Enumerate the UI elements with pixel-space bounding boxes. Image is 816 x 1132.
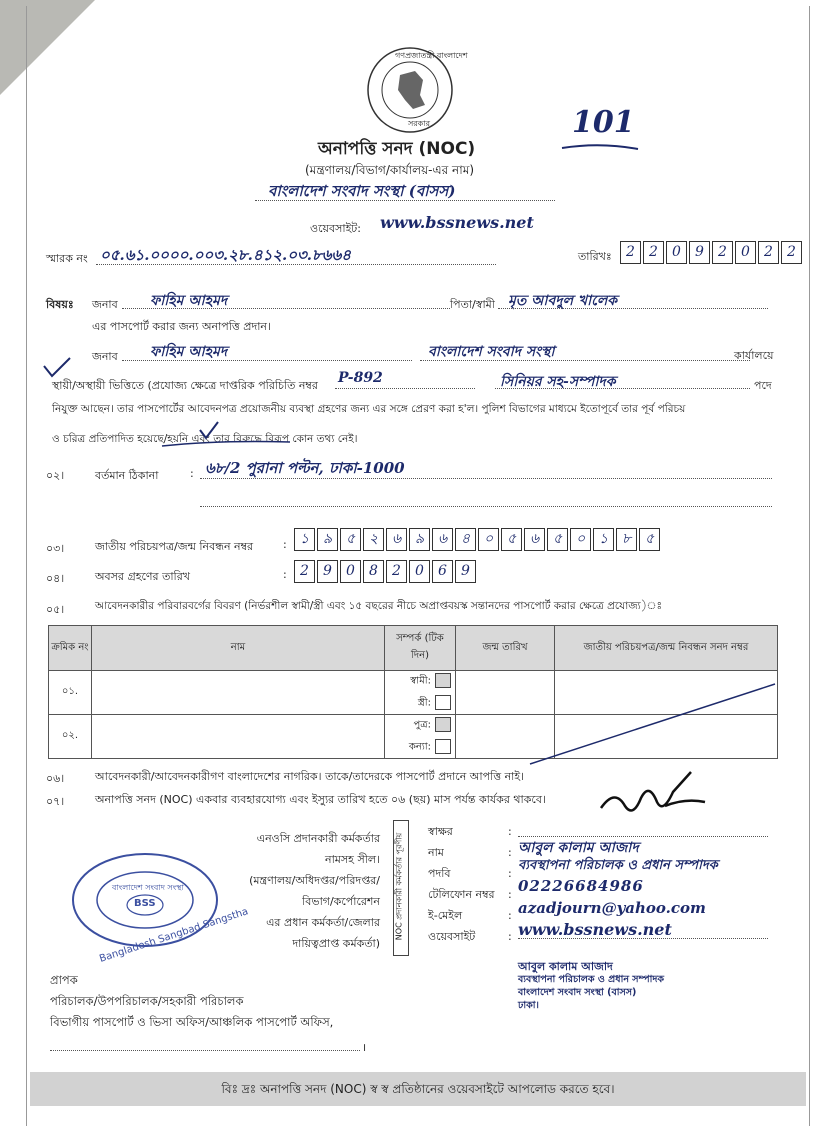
nid-digit: ৮ — [616, 528, 637, 551]
date-digit: 0 — [735, 241, 756, 264]
father-value: মৃত আবদুল খালেক — [508, 293, 618, 309]
issuer-label-designation: পদবি — [428, 867, 451, 880]
ref-label: স্মারক নং — [46, 252, 88, 265]
issuer-left-line: এর প্রধান কর্মকর্তা/জেলার — [266, 916, 380, 929]
col-serial: ক্রমিক নং — [49, 626, 92, 671]
bss-seal-mid: বাংলাদেশ সংবাদ সংস্থা — [112, 883, 184, 892]
office-suffix: কার্যালয়ে — [734, 349, 774, 362]
retire-digit: 2 — [294, 560, 315, 583]
retire-digit: 2 — [386, 560, 407, 583]
issuer-left-line: নামসহ সীল। — [325, 853, 380, 866]
item-number: ০৫। — [46, 603, 65, 616]
family-label: আবেদনকারীর পরিবারবর্গের বিবরণ (নির্ভরশীল স্বামী/স্ত্রী এবং ১৫ বছরের নীচে অপ্রাপ্তবয়স্ক সন্তানদের পাসপোর্ট করার ক্ষেত্রে প্রযোজ্য)ঃ — [95, 600, 663, 612]
item-number: ০৭। — [46, 795, 65, 808]
recipient-line2: বিভাগীয় পাসপোর্ট ও ভিসা অফিস/আঞ্চলিক পাসপোর্ট অফিস, — [50, 1015, 334, 1029]
bss-seal-text: Bangladesh Sangbad Sangstha — [98, 906, 250, 965]
item-number: ০৩। — [46, 542, 65, 555]
date-boxes — [620, 241, 804, 264]
nid-digit: ৫ — [547, 528, 568, 551]
col-relation: সম্পর্ক (টিক দিন) — [385, 626, 456, 671]
post-suffix: পদে — [754, 379, 772, 392]
father-label: পিতা/স্বামী — [450, 298, 495, 311]
form-number: 101 — [572, 105, 635, 140]
retire-label: অবসর গ্রহণের তারিখ — [95, 570, 190, 583]
issuer-website-value: www.bssnews.net — [518, 920, 672, 939]
issuer-vertical-label: NOC প্রদানকারী কর্মকর্তার পূরণীয় — [394, 832, 404, 941]
strike-line — [520, 680, 780, 770]
body-name: ফাহিম আহমদ — [150, 344, 228, 360]
perm-text: স্থায়ী/অস্থায়ী ভিত্তিতে (প্রযোজ্য ক্ষেত্রে দাপ্তরিক পরিচিতি নম্বর — [52, 379, 318, 392]
website-label: ওয়েবসাইট: — [310, 222, 361, 235]
date-digit: 0 — [666, 241, 687, 264]
nid-digit: ৬ — [386, 528, 407, 551]
nid-digit: ৬ — [432, 528, 453, 551]
nid-digit: ০ — [570, 528, 591, 551]
website-value: www.bssnews.net — [380, 213, 534, 232]
nid-digit: ৬ — [524, 528, 545, 551]
body-line4: ও চরিত্র প্রতিপাদিত হয়েছে/হয়নি এবং তার বিরুদ্ধে বিরূপ কোন তথ্য নেই। — [52, 433, 358, 445]
issuer-label-website: ওয়েবসাইট — [428, 930, 476, 943]
date-digit: 2 — [758, 241, 779, 264]
col-name: নাম — [92, 626, 385, 671]
nid-digit: ৫ — [501, 528, 522, 551]
relation-checkbox[interactable] — [435, 739, 451, 754]
subject-label: বিষয়ঃ — [46, 298, 74, 311]
bss-seal-center: BSS — [134, 898, 156, 909]
issuer-email-value: azadjourn@yahoo.com — [518, 899, 706, 917]
subject-line2: এর পাসপোর্ট করার জন্য অনাপত্তি প্রদান। — [92, 320, 271, 333]
col-nid: জাতীয় পরিচয়পত্র/জন্ম নিবন্ধন সনদ নম্বর — [555, 626, 778, 671]
stamp-line: বাংলাদেশ সংবাদ সংস্থা (বাসস) — [518, 987, 637, 998]
date-digit: 2 — [712, 241, 733, 264]
nid-label: জাতীয় পরিচয়পত্র/জন্ম নিবন্ধন নম্বর — [95, 540, 254, 553]
date-label: তারিখঃ — [578, 250, 612, 263]
issuer-label-name: নাম — [428, 846, 444, 859]
nid-digit: ৪ — [455, 528, 476, 551]
subject-name: ফাহিম আহমদ — [150, 293, 228, 309]
retire-digit: 0 — [409, 560, 430, 583]
retire-digit: 6 — [432, 560, 453, 583]
signature-icon — [595, 768, 725, 828]
seal-bottom-text: সরকার — [408, 119, 431, 128]
issuer-label-signature: স্বাক্ষর — [428, 825, 453, 838]
stamp-line: আবুল কালাম আজাদ — [518, 960, 613, 973]
note-06: আবেদনকারী/আবেদনকারীগণ বাংলাদেশের নাগরিক। তাকে/তাদেরকে পাসপোর্ট প্রদানে আপত্তি নাই। — [95, 770, 525, 783]
date-digit: 2 — [643, 241, 664, 264]
address-value: ৬৮/2 পুরানা পল্টন, ঢাকা-1000 — [205, 459, 405, 477]
post-value: সিনিয়র সহ-সম্পাদক — [500, 374, 616, 390]
address-label: বর্তমান ঠিকানা — [95, 469, 159, 482]
nid-digit: ৯ — [317, 528, 338, 551]
issuer-phone-value: 02226684986 — [518, 877, 644, 895]
relation-label: কন্যা: — [408, 741, 431, 752]
retire-digit: 9 — [317, 560, 338, 583]
date-digit: 9 — [689, 241, 710, 264]
page-title: অনাপত্তি সনদ (NOC) — [318, 139, 476, 159]
nid-digit: ৯ — [409, 528, 430, 551]
relation-checkbox[interactable] — [435, 673, 451, 688]
nid-digit: ২ — [363, 528, 384, 551]
subject-mr: জনাব — [92, 298, 118, 311]
date-digit: 2 — [781, 241, 802, 264]
retire-digit: 0 — [340, 560, 361, 583]
seal-top-text: গণপ্রজাতন্ত্রী বাংলাদেশ — [395, 51, 468, 60]
stamp-line: ব্যবস্থাপনা পরিচালক ও প্রধান সম্পাদক — [518, 974, 664, 985]
ref-value: ০৫.৬১.০০০০.০০৩.২৮.৪১২.০৩.৮৬৬৪ — [100, 246, 351, 264]
issuer-label-phone: টেলিফোন নম্বর — [428, 888, 495, 901]
issuer-left-line: বিভাগ/কর্পোরেশন — [302, 895, 380, 908]
footer-note: বিঃ দ্রঃ অনাপত্তি সনদ (NOC) স্ব স্ব প্রতিষ্ঠানের ওয়েবসাইটে আপলোড করতে হবে। — [30, 1072, 806, 1106]
recipient-label: প্রাপক — [50, 973, 78, 987]
relation-label: স্বামী: — [410, 675, 431, 687]
nid-boxes — [294, 528, 662, 551]
retire-digit: 8 — [363, 560, 384, 583]
row-serial: ০২. — [49, 715, 92, 759]
relation-checkbox[interactable] — [435, 717, 451, 732]
issuer-label-email: ই-মেইল — [428, 909, 463, 922]
issuer-left-line: এনওসি প্রদানকারী কর্মকর্তার — [256, 832, 380, 845]
nid-digit: ১ — [294, 528, 315, 551]
stamp-line: ঢাকা। — [518, 1000, 539, 1011]
nid-digit: ০ — [478, 528, 499, 551]
row-serial: ০১. — [49, 671, 92, 715]
col-birthdate: জন্ম তারিখ — [456, 626, 555, 671]
table-header-row — [49, 626, 778, 671]
body-line3: নিযুক্ত আছেন। তার পাসপোর্টের আবেদনপত্র প্রয়োজনীয় ব্যবস্থা গ্রহণের জন্য এর সঙ্গে প্রেরণ করা হ'ল। পুলিশ বিভাগের মাধ্যমে ইতোপূর্বে তার পূর্ব পরিচয় — [52, 403, 686, 415]
checkmark-icon — [160, 418, 300, 448]
item-number: ০২। — [46, 469, 65, 482]
retire-digit: 9 — [455, 560, 476, 583]
nid-digit: ১ — [593, 528, 614, 551]
official-stamp — [518, 960, 664, 1012]
relation-checkbox[interactable] — [435, 695, 451, 710]
issuer-left-line: দায়িত্বপ্রাপ্ত কর্মকর্তা) — [292, 937, 380, 950]
issuer-designation-value: ব্যবস্থাপনা পরিচালক ও প্রধান সম্পাদক — [518, 858, 718, 873]
retire-boxes — [294, 560, 478, 583]
item-number: ০৬। — [46, 772, 65, 785]
form-number-underline — [560, 140, 640, 154]
body-mr: জনাব — [92, 350, 118, 363]
official-id: P-892 — [338, 370, 383, 386]
item-number: ০৪। — [46, 572, 65, 585]
body-office: বাংলাদেশ সংবাদ সংস্থা — [428, 344, 555, 360]
issuer-left-line: (মন্ত্রণালয়/অধিদপ্তর/পরিদপ্তর/ — [249, 874, 380, 887]
nid-digit: ৫ — [639, 528, 660, 551]
relation-label: পুত্র: — [413, 719, 431, 731]
recipient-line1: পরিচালক/উপপরিচালক/সহকারী পরিচালক — [50, 994, 244, 1008]
note-07: অনাপত্তি সনদ (NOC) একবার ব্যবহারযোগ্য এবং ইস্যুর তারিখ হতে ০৬ (ছয়) মাস পর্যন্ত কার্যকর থাকবে। — [95, 793, 546, 806]
office-name: বাংলাদেশ সংবাদ সংস্থা (বাসস) — [268, 182, 456, 200]
page-subtitle: (মন্ত্রণালয়/বিভাগ/কার্যালয়-এর নাম) — [305, 163, 475, 177]
nid-digit: ৫ — [340, 528, 361, 551]
issuer-name-value: আবুল কালাম আজাদ — [518, 840, 639, 856]
relation-label: স্ত্রী: — [417, 697, 431, 708]
date-digit: 2 — [620, 241, 641, 264]
